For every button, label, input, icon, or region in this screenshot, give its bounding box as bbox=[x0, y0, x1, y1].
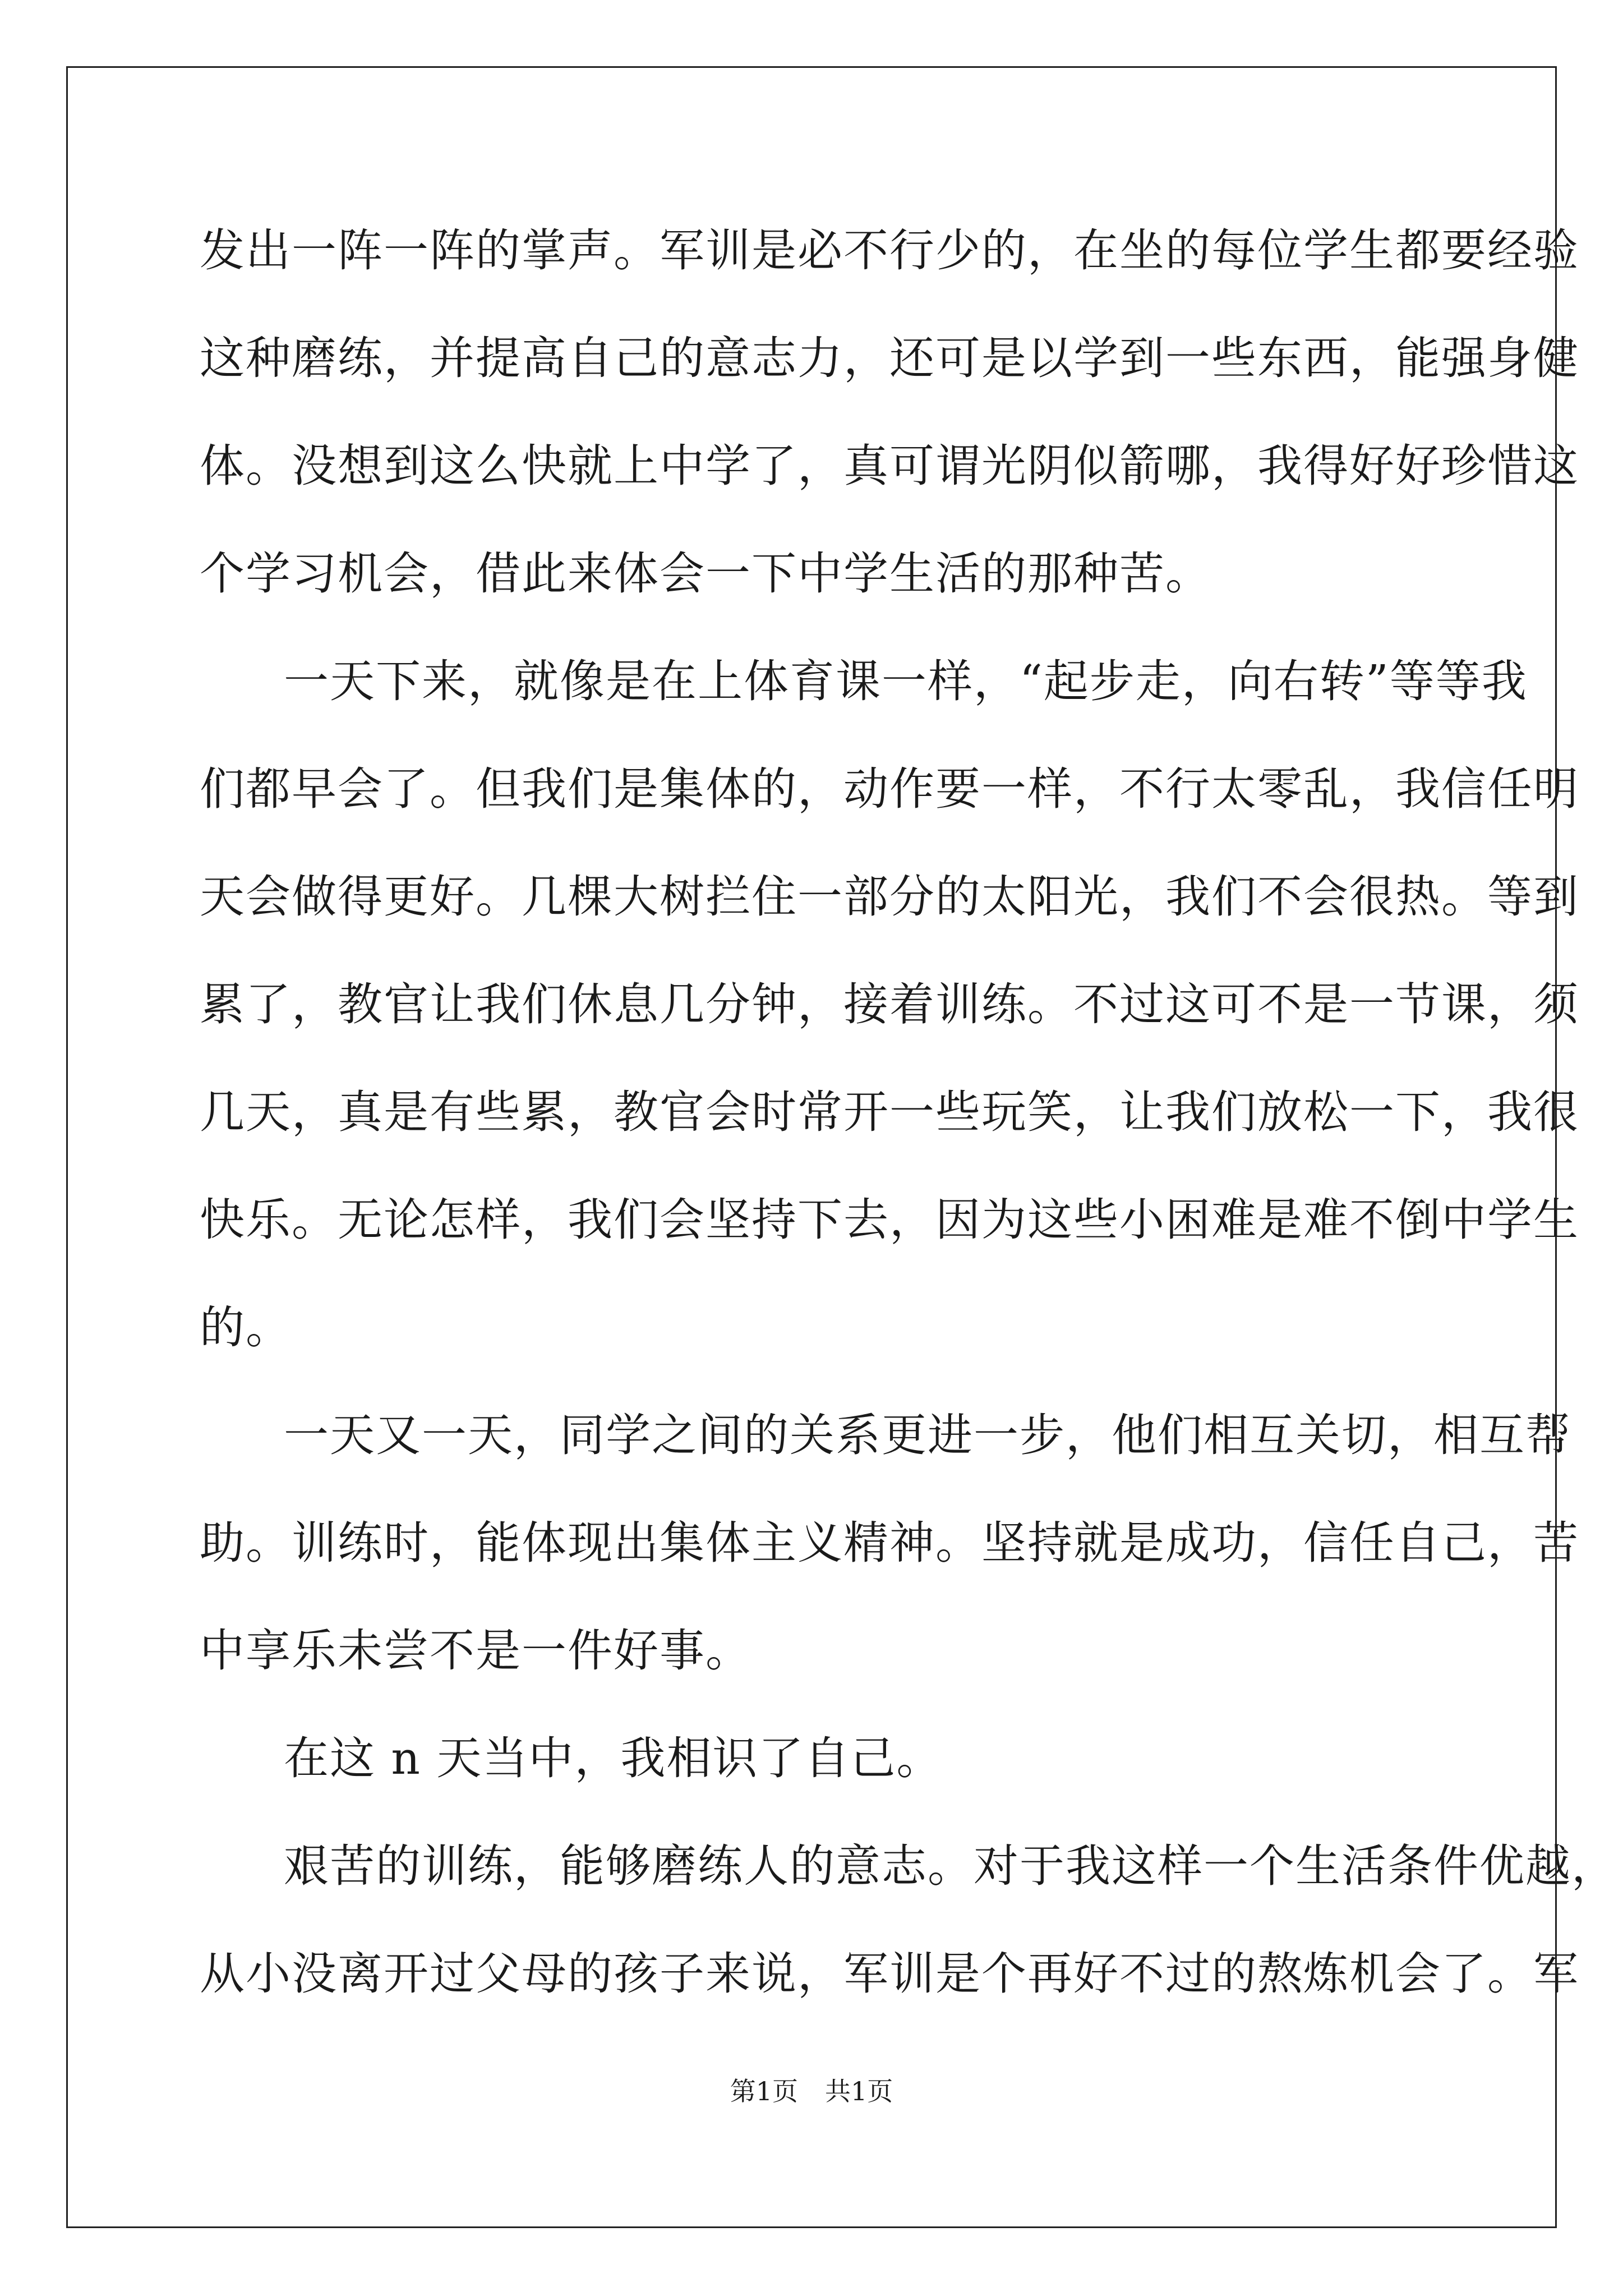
text-line: 体。没想到这么快就上中学了，真可谓光阴似箭哪，我得好好珍惜这 bbox=[200, 440, 1579, 492]
page-number-current: 第1页 bbox=[730, 2076, 798, 2106]
paragraph-start-line: 艰苦的训练，能够磨练人的意志。对于我这样一个生活条件优越， bbox=[284, 1840, 1617, 1892]
text-line: 累了，教官让我们休息几分钟，接着训练。不过这可不是一节课，须 bbox=[200, 978, 1579, 1030]
text-line: 个学习机会，借此来体会一下中学生活的那种苦。 bbox=[200, 547, 1211, 600]
text-line: 发出一阵一阵的掌声。军训是必不行少的，在坐的每位学生都要经验 bbox=[200, 224, 1579, 277]
paragraph-start-line: 一天下来，就像是在上体育课一样，“起步走，向右转”等等我 bbox=[284, 655, 1528, 707]
text-line: 助。训练时，能体现出集体主义精神。坚持就是成功，信任自己，苦 bbox=[200, 1517, 1579, 1569]
text-line: 从小没离开过父母的孩子来说，军训是个再好不过的熬炼机会了。军 bbox=[200, 1948, 1579, 2000]
paragraph-start-line: 一天又一天，同学之间的关系更进一步，他们相互关切，相互帮 bbox=[284, 1409, 1571, 1461]
text-line: 们都早会了。但我们是集体的，动作要一样，不行太零乱，我信任明 bbox=[200, 763, 1579, 815]
text-line: 的。 bbox=[200, 1301, 292, 1354]
paragraph-start-line: 在这 n 天当中，我相识了自己。 bbox=[284, 1732, 943, 1784]
text-line: 快乐。无论怎样，我们会坚持下去，因为这些小困难是难不倒中学生 bbox=[200, 1194, 1579, 1246]
page-footer bbox=[0, 2074, 1623, 2108]
text-line: 几天，真是有些累，教官会时常开一些玩笑，让我们放松一下，我很 bbox=[200, 1086, 1579, 1138]
page-number-total: 共1页 bbox=[825, 2076, 893, 2106]
text-line: 天会做得更好。几棵大树拦住一部分的太阳光，我们不会很热。等到 bbox=[200, 871, 1579, 923]
text-line: 这种磨练，并提高自己的意志力，还可是以学到一些东西，能强身健 bbox=[200, 332, 1579, 384]
text-line: 中享乐未尝不是一件好事。 bbox=[200, 1625, 751, 1677]
document-body bbox=[200, 214, 1617, 2045]
